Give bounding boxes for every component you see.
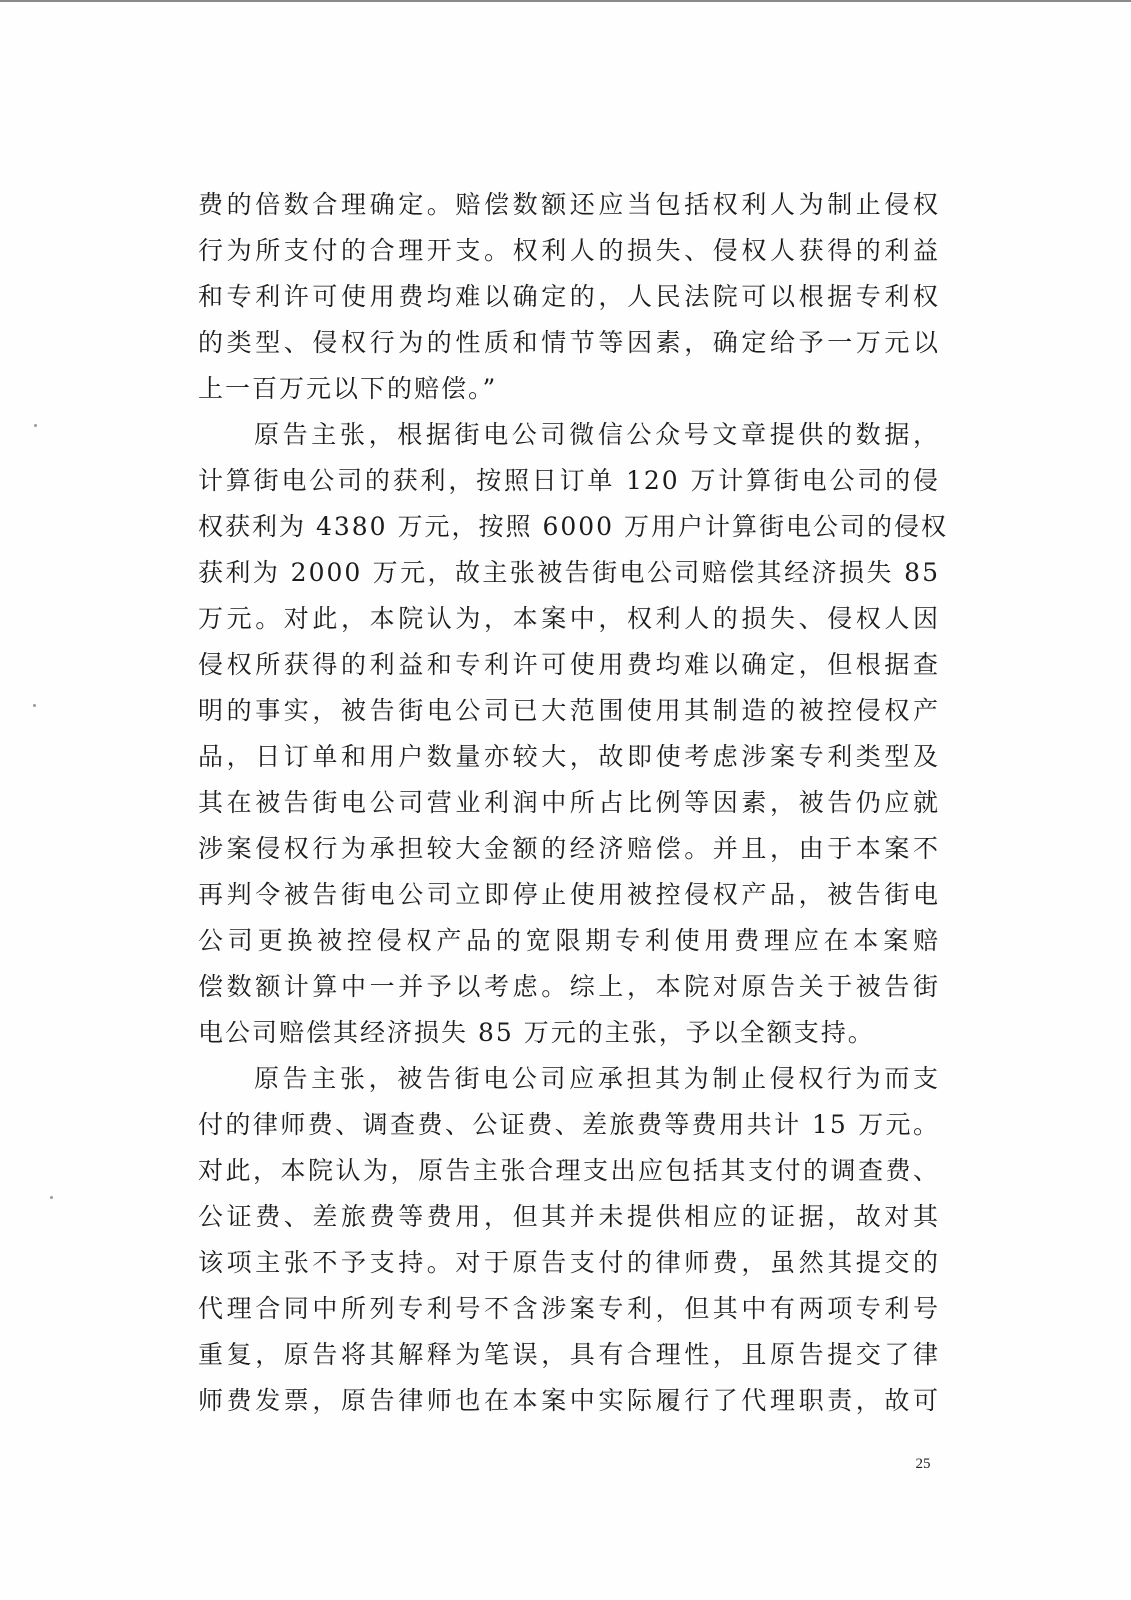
text-line: 再判令被告街电公司立即停止使用被控侵权产品，被告街电 <box>198 880 940 909</box>
scan-speck <box>33 704 36 707</box>
scan-top-edge <box>0 0 1131 2</box>
text-line: 的类型、侵权行为的性质和情节等因素，确定给予一万元以 <box>198 328 940 357</box>
text-line: 侵权所获得的利益和专利许可使用费均难以确定，但根据查 <box>198 650 940 679</box>
text-line: 获利为 2000 万元，故主张被告街电公司赔偿其经济损失 85 <box>198 558 940 587</box>
text-line: 其在被告街电公司营业利润中所占比例等因素，被告仍应就 <box>198 788 940 817</box>
text-line: 原告主张，根据街电公司微信公众号文章提供的数据， <box>254 420 940 449</box>
text-line: 和专利许可使用费均难以确定的，人民法院可以根据专利权 <box>198 282 940 311</box>
text-line: 权获利为 4380 万元，按照 6000 万用户计算街电公司的侵权 <box>198 512 949 541</box>
text-line: 该项主张不予支持。对于原告支付的律师费，虽然其提交的 <box>198 1248 940 1277</box>
text-line: 明的事实，被告街电公司已大范围使用其制造的被控侵权产 <box>198 696 940 725</box>
text-line: 行为所支付的合理开支。权利人的损失、侵权人获得的利益 <box>198 236 940 265</box>
text-line: 重复，原告将其解释为笔误，具有合理性，且原告提交了律 <box>198 1340 940 1369</box>
text-line: 公司更换被控侵权产品的宽限期专利使用费理应在本案赔 <box>198 926 940 955</box>
text-line: 电公司赔偿其经济损失 85 万元的主张，予以全额支持。 <box>198 1018 875 1047</box>
text-line: 付的律师费、调查费、公证费、差旅费等费用共计 15 万元。 <box>198 1110 940 1139</box>
text-line: 师费发票，原告律师也在本案中实际履行了代理职责，故可 <box>198 1386 940 1415</box>
body-paragraph <box>198 412 949 1056</box>
text-line: 原告主张，被告街电公司应承担其为制止侵权行为而支 <box>254 1064 940 1093</box>
text-line: 涉案侵权行为承担较大金额的经济赔偿。并且，由于本案不 <box>198 834 940 863</box>
text-line: 偿数额计算中一并予以考虑。综上，本院对原告关于被告街 <box>198 972 940 1001</box>
text-line: 公证费、差旅费等费用，但其并未提供相应的证据，故对其 <box>198 1202 940 1231</box>
text-line: 费的倍数合理确定。赔偿数额还应当包括权利人为制止侵权 <box>198 190 940 219</box>
body-paragraph-continued <box>198 182 940 412</box>
scan-speck <box>50 1196 53 1199</box>
text-line: 代理合同中所列专利号不含涉案专利，但其中有两项专利号 <box>198 1294 940 1323</box>
text-line: 上一百万元以下的赔偿。” <box>198 374 498 403</box>
document-body <box>198 182 949 1424</box>
text-line: 计算街电公司的获利，按照日订单 120 万计算街电公司的侵 <box>198 466 940 495</box>
text-line: 品，日订单和用户数量亦较大，故即使考虑涉案专利类型及 <box>198 742 940 771</box>
text-line: 万元。对此，本院认为，本案中，权利人的损失、侵权人因 <box>198 604 940 633</box>
body-paragraph <box>198 1056 940 1424</box>
page-number: 25 <box>915 1456 931 1472</box>
text-line: 对此，本院认为，原告主张合理支出应包括其支付的调查费、 <box>198 1156 940 1185</box>
scan-speck <box>34 424 37 427</box>
